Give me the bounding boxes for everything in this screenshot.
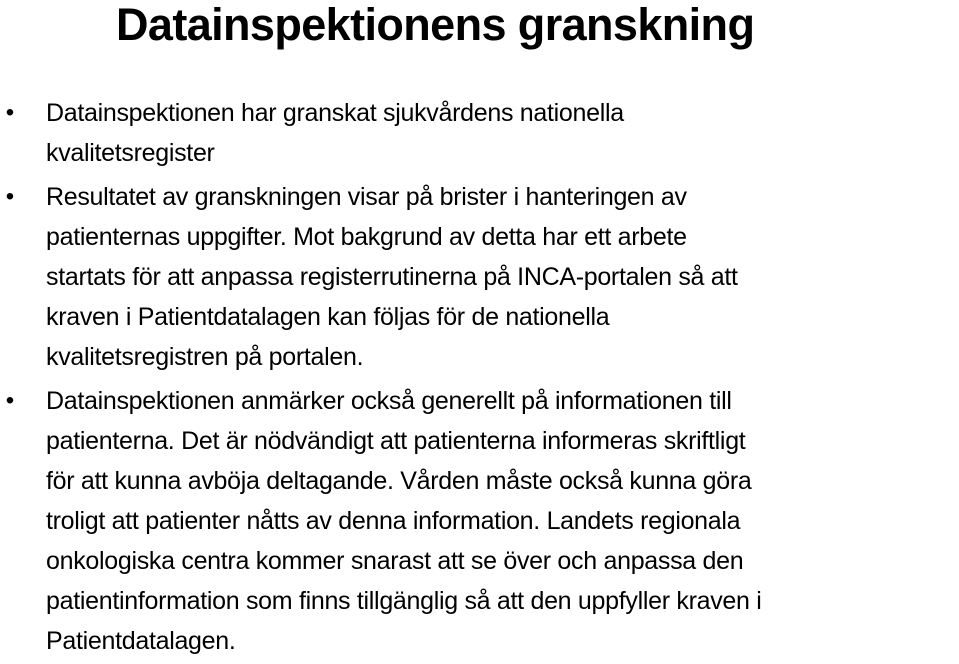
bullet-item: [0, 177, 959, 377]
bullet-dot-icon: •: [5, 183, 15, 210]
text-line: kraven i Patientdatalagen kan följas för de nationella: [46, 303, 610, 331]
text-line: kvalitetsregistren på portalen.: [46, 343, 364, 371]
text-line: Patientdatalagen.: [46, 627, 236, 655]
text-line: Datainspektionen anmärker också generellt på informationen till: [46, 387, 732, 415]
bullet-item: [0, 93, 959, 173]
bullet-list: [0, 93, 959, 661]
text-line: patientinformation som finns tillgänglig så att den uppfyller kraven i: [46, 587, 762, 615]
bullet-text: [46, 381, 957, 661]
slide-title: Datainspektionens granskning: [116, 0, 755, 50]
text-line: kvalitetsregister: [46, 139, 215, 167]
text-line: Datainspektionen har granskat sjukvårdens nationella: [46, 99, 624, 127]
bullet-item: [0, 381, 959, 661]
text-line: troligt att patienter nåtts av denna information. Landets regionala: [46, 507, 741, 535]
text-line: startats för att anpassa registerrutinerna på INCA-portalen så att: [46, 263, 738, 291]
bullet-dot-icon: •: [5, 387, 15, 414]
text-line: patienterna. Det är nödvändigt att patienterna informeras skriftligt: [46, 427, 746, 455]
bullet-text: [46, 93, 957, 173]
text-line: onkologiska centra kommer snarast att se över och anpassa den: [46, 547, 744, 575]
bullet-dot-icon: •: [5, 99, 15, 126]
text-line: Resultatet av granskningen visar på brister i hanteringen av: [46, 183, 687, 211]
bullet-text: [46, 177, 957, 377]
text-line: för att kunna avböja deltagande. Vården måste också kunna göra: [46, 467, 752, 495]
text-line: patienternas uppgifter. Mot bakgrund av detta har ett arbete: [46, 223, 687, 251]
